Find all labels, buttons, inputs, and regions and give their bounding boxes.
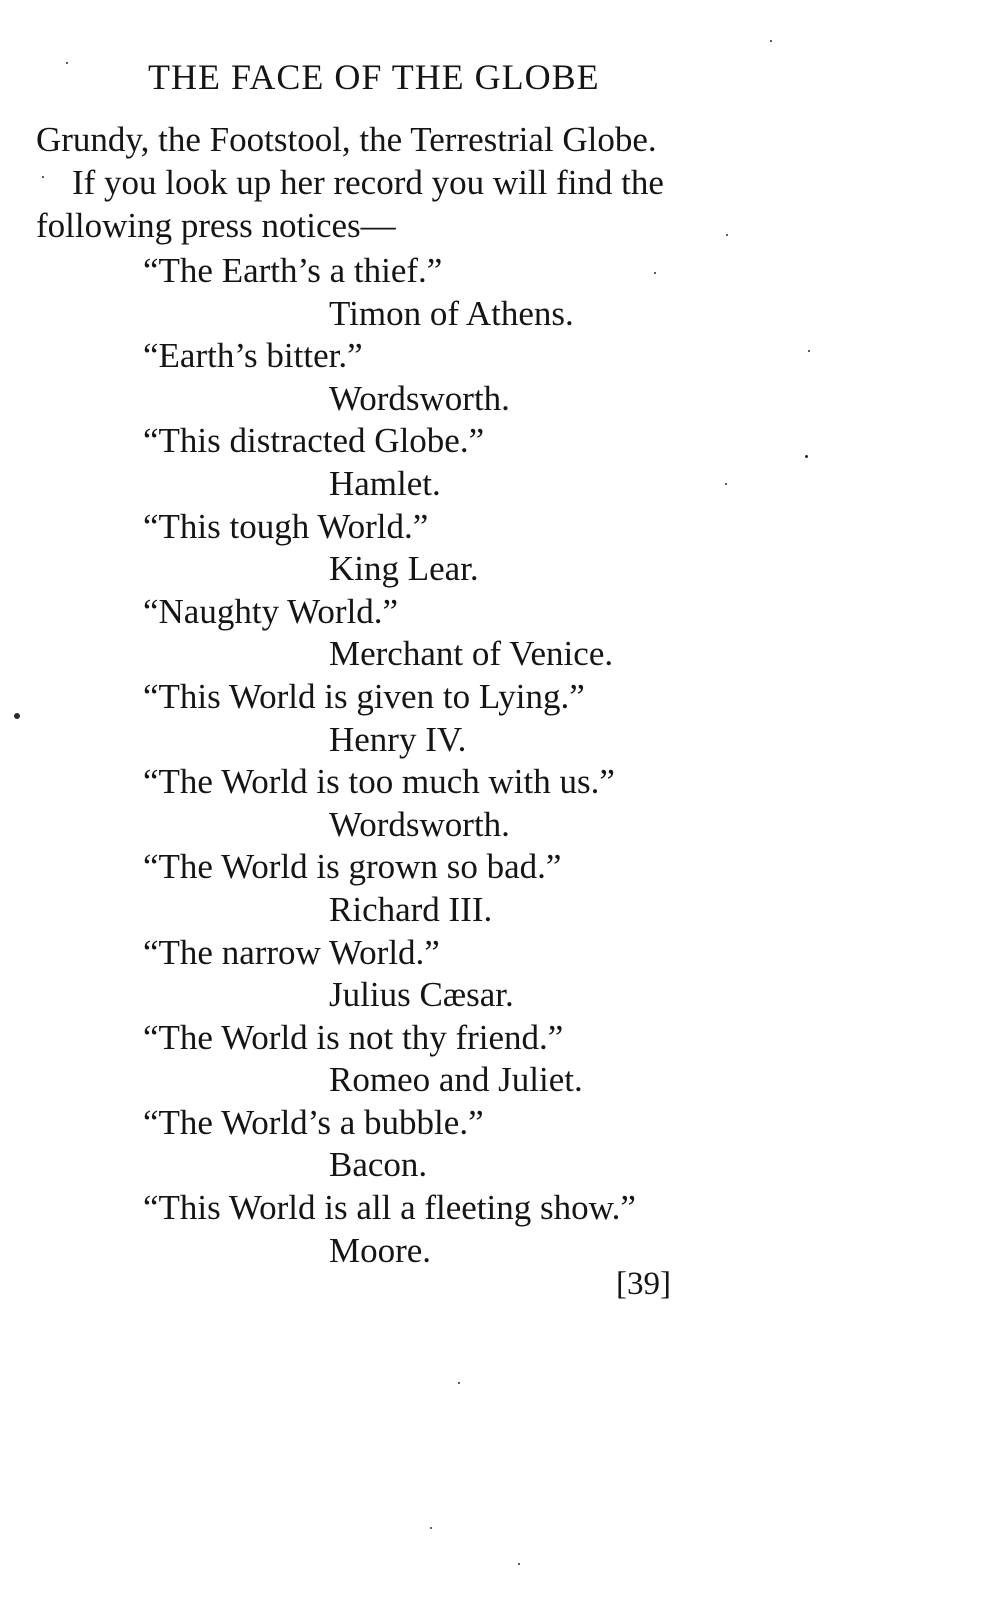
page-number: [39] xyxy=(616,1266,671,1302)
scan-speck xyxy=(458,1382,460,1384)
scan-speck xyxy=(654,272,656,274)
notice-quote: “Naughty World.” xyxy=(143,591,399,631)
scan-speck xyxy=(808,350,810,352)
notice-quote: “The World is grown so bad.” xyxy=(143,847,562,887)
notice-source: Wordsworth. xyxy=(329,804,510,844)
notice-item xyxy=(143,761,843,846)
notice-quote: “This World is given to Lying.” xyxy=(143,676,585,716)
notice-item xyxy=(143,591,843,676)
scan-speck xyxy=(725,483,727,485)
scan-speck xyxy=(805,455,808,458)
notice-quote: “The World is too much with us.” xyxy=(143,762,615,802)
notice-quote: “The World’s a bubble.” xyxy=(143,1102,484,1142)
notice-source: Bacon. xyxy=(329,1145,428,1185)
notice-quote: “This World is all a fleeting show.” xyxy=(143,1188,636,1228)
notice-source: Moore. xyxy=(329,1230,432,1270)
scan-speck xyxy=(518,1563,520,1565)
notice-item xyxy=(143,335,843,420)
notice-source: Timon of Athens. xyxy=(329,293,574,333)
notice-item xyxy=(143,1102,843,1187)
notice-quote: “The Earth’s a thief.” xyxy=(143,251,443,290)
press-notices-list xyxy=(143,250,843,1272)
body-line: following press notices— xyxy=(36,206,396,245)
scan-speck xyxy=(726,234,728,236)
body-line: If you look up her record you will find the xyxy=(72,163,664,202)
notice-item xyxy=(143,506,843,591)
notice-quote: “The narrow World.” xyxy=(143,932,440,972)
notice-item xyxy=(143,420,843,505)
notice-source: Julius Cæsar. xyxy=(329,975,514,1015)
notice-source: Wordsworth. xyxy=(329,378,510,418)
scan-speck xyxy=(42,176,44,178)
notice-quote: “This distracted Globe.” xyxy=(143,421,485,461)
notice-source: Henry IV. xyxy=(329,719,467,759)
notice-source: Merchant of Venice. xyxy=(329,634,614,674)
notice-source: Hamlet. xyxy=(329,463,441,503)
body-line: Grundy, the Footstool, the Terrestrial Globe. xyxy=(36,120,657,159)
notice-item xyxy=(143,1187,843,1272)
scan-speck xyxy=(770,40,772,42)
notice-item xyxy=(143,1017,843,1102)
scan-speck xyxy=(430,1527,432,1529)
notice-item xyxy=(143,932,843,1017)
notice-source: King Lear. xyxy=(329,549,479,589)
notice-source: Richard III. xyxy=(329,889,493,929)
scan-speck xyxy=(14,713,20,719)
notice-item xyxy=(143,676,843,761)
notice-quote: “Earth’s bitter.” xyxy=(143,336,363,376)
body-text xyxy=(36,118,796,247)
notice-quote: “The World is not thy friend.” xyxy=(143,1017,564,1057)
notice-item xyxy=(143,846,843,931)
running-header: THE FACE OF THE GLOBE xyxy=(148,57,600,97)
notice-source: Romeo and Juliet. xyxy=(329,1060,583,1100)
scan-speck xyxy=(66,62,68,64)
notice-quote: “This tough World.” xyxy=(143,506,429,546)
notice-item xyxy=(143,250,843,335)
